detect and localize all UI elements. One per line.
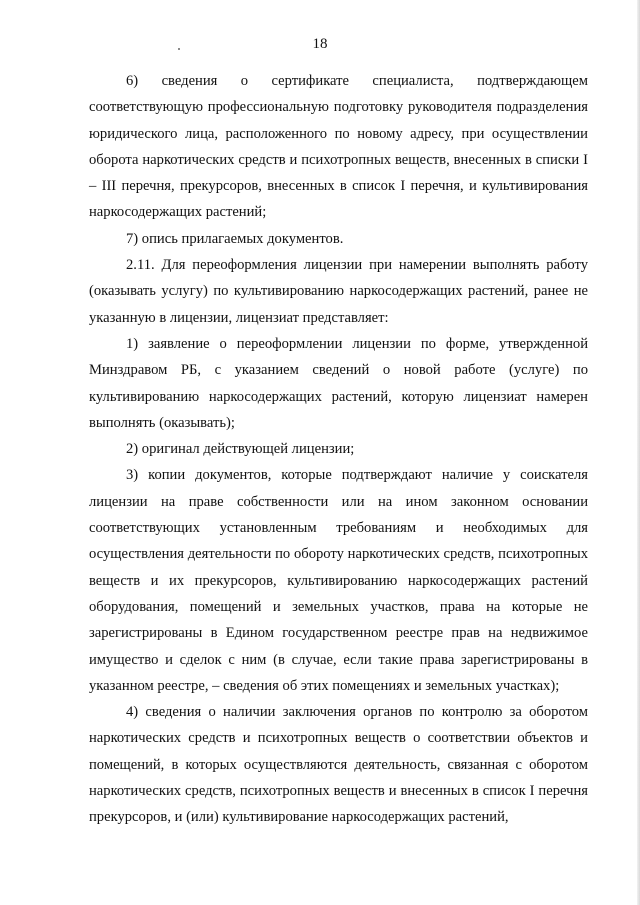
paragraph-item-3: 3) копии документов, которые подтверждают наличие у соискателя лицензии на праве собственности или на ином законном основании соответствующих установленным требованиям и необходимых для осуществления деятельности по обороту наркотических средств, психотропных веществ и их прекурсоров, культивированию наркосодержащих растений оборудования, помещений и земельных участков, права на которые не зарегистрированы в Едином государственном реестре прав на недвижимое имущество и сделок с ним (в случае, если такие права зарегистрированы в указанном реестре, – сведения об этих помещениях и земельных участках); bbox=[89, 467, 588, 694]
body-text bbox=[89, 68, 588, 831]
paragraph-section-2-11: 2.11. Для переоформления лицензии при намерении выполнять работу (оказывать услугу) по культивированию наркосодержащих растений, ранее не указанную в лицензии, лицензиат представляет: bbox=[89, 257, 588, 326]
paragraph-item-1: 1) заявление о переоформлении лицензии по форме, утвержденной Минздравом РБ, с указанием сведений о новой работе (услуге) по культивированию наркосодержащих растений, которую лицензиат намерен выполнять (оказывать); bbox=[89, 335, 588, 431]
page-number: 18 bbox=[312, 36, 328, 52]
paragraph-item-7: 7) опись прилагаемых документов. bbox=[126, 230, 344, 247]
scan-speck bbox=[178, 48, 180, 50]
paragraph-item-4: 4) сведения о наличии заключения органов по контролю за оборотом наркотических средств и психотропных веществ о соответствии объектов и помещений, в которых осуществляются деятельность, связанная с оборотом наркотических средств, психотропных веществ и внесенных в список I перечня прекурсоров, и (или) культивирование наркосодержащих растений, bbox=[89, 704, 588, 826]
paragraph-item-6: 6) сведения о сертификате специалиста, подтверждающем соответствующую профессиональную подготовку руководителя подразделения юридического лица, расположенного по новому адресу, при осуществлении оборота наркотических средств и психотропных веществ, внесенных в списки I – III перечня, прекурсоров, внесенных в список I перечня, и культивирования наркосодержащих растений; bbox=[89, 73, 588, 221]
paragraph-item-2: 2) оригинал действующей лицензии; bbox=[126, 441, 355, 458]
